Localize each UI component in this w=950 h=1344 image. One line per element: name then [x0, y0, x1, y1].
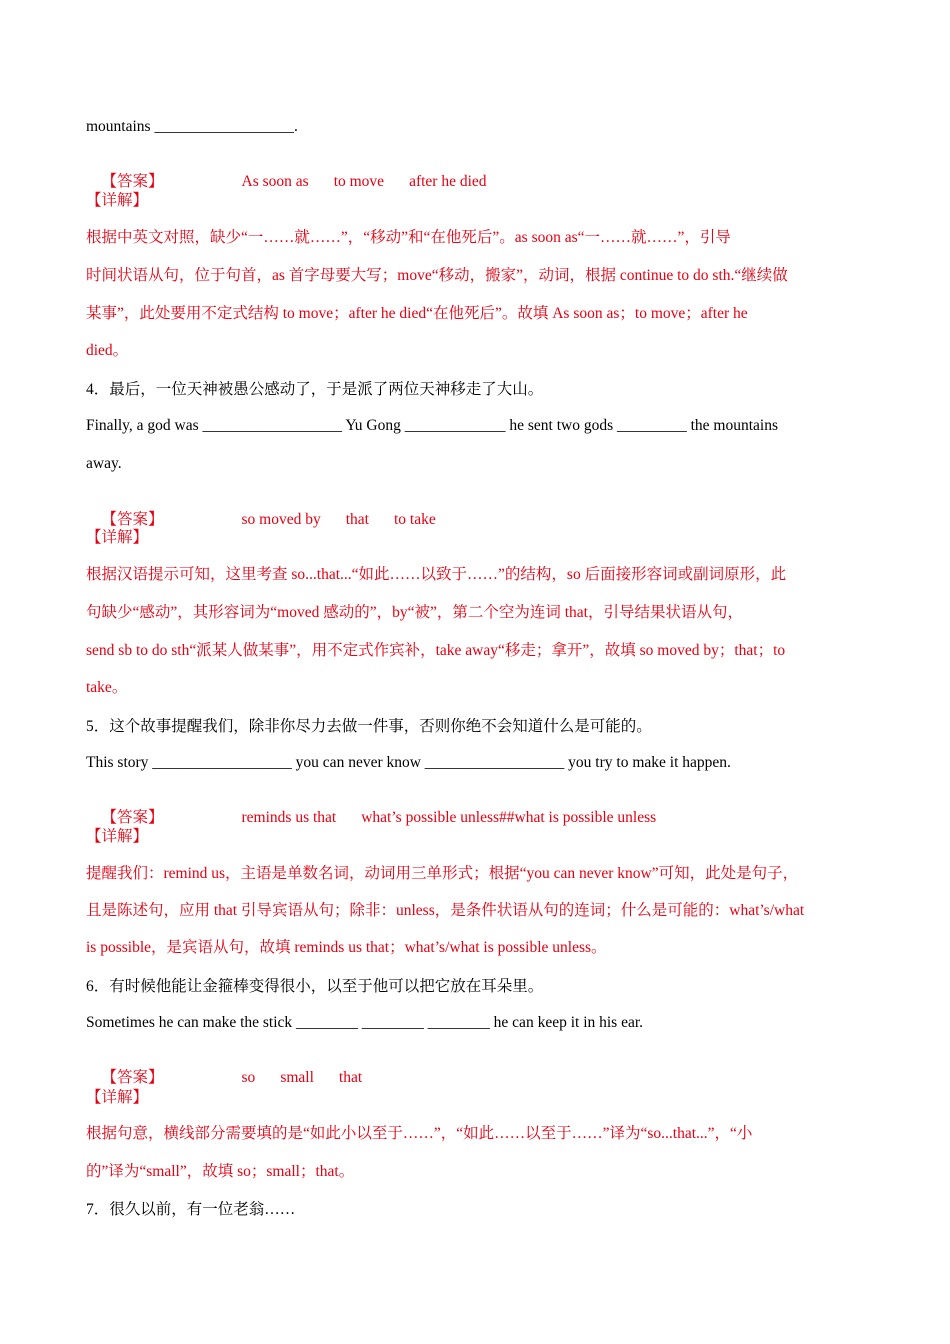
detail-label: 【详解】 [86, 828, 149, 845]
answer-4-blank-1: so moved by [241, 511, 321, 528]
question-6-chinese: 6．有时候他能让金箍棒变得很小，以至于他可以把它放在耳朵里。 [86, 978, 544, 995]
answer-3-blank-2: to move [333, 173, 385, 190]
detail-4-line-1: 根据汉语提示可知，这里考查 so...that...“如此……以致于……”的结构，so 后面接形容词或副词原形，此 [86, 566, 787, 583]
detail-6-line-1: 根据句意，横线部分需要填的是“如此小以至于……”，“如此……以至于……”译为“so...that...”，“小 [86, 1125, 753, 1142]
detail-4-line-2: 句缺少“感动”，其形容词为“moved 感动的”，by“被”，第二个空为连词 that，引导结果状语从句， [86, 604, 743, 621]
answer-5-blank-1: reminds us that [241, 809, 337, 826]
answer-6-blank-3: that [338, 1069, 363, 1086]
question-4-english-line-2: away. [86, 455, 122, 472]
detail-5-line-3: is possible，是宾语从句，故填 reminds us that；what’s/what is possible unless。 [86, 939, 607, 956]
detail-label: 【详解】 [86, 529, 149, 546]
answer-3-blank-1: As soon as [241, 173, 309, 190]
detail-3-line-4: died。 [86, 342, 129, 359]
question-4-chinese: 4．最后，一位天神被愚公感动了，于是派了两位天神移走了大山。 [86, 381, 544, 398]
detail-5-line-1: 提醒我们：remind us，主语是单数名词，动词用三单形式；根据“you can never know”可知，此处是句子， [86, 865, 799, 882]
detail-3-line-1: 根据中英文对照，缺少“一……就……”，“移动”和“在他死后”。as soon as“一……就……”，引导 [86, 229, 731, 246]
answer-6-blank-2: small [280, 1069, 314, 1086]
detail-3-line-2: 时间状语从句，位于句首，as 首字母要大写；move“移动，搬家”，动词，根据 continue to do sth.“继续做 [86, 267, 788, 284]
detail-4-line-4: take。 [86, 679, 128, 696]
question-6-english: Sometimes he can make the stick ________ ________ ________ he can keep it in his ear. [86, 1014, 644, 1031]
answer-3-blank-3: after he died [409, 173, 487, 190]
detail-6-line-2: 的”译为“small”，故填 so；small；that。 [86, 1163, 355, 1180]
answer-5-blank-2: what’s possible unless##what is possible unless [361, 809, 657, 826]
answer-label: 【答案】 [101, 1069, 164, 1086]
question-7-chinese: 7．很久以前，有一位老翁…… [86, 1201, 296, 1218]
answer-4-blank-2: that [345, 511, 369, 528]
question-5-english: This story __________________ you can never know __________________ you try to make it happen. [86, 754, 731, 771]
detail-label: 【详解】 [86, 192, 149, 209]
question-3-tail: mountains __________________. [86, 118, 298, 135]
answer-label: 【答案】 [101, 511, 164, 528]
question-5-chinese: 5．这个故事提醒我们，除非你尽力去做一件事，否则你绝不会知道什么是可能的。 [86, 718, 652, 735]
detail-3-line-3: 某事”，此处要用不定式结构 to move；after he died“在他死后”。故填 As soon as；to move；after he [86, 305, 748, 322]
detail-5-line-2: 且是陈述句，应用 that 引导宾语从句；除非：unless，是条件状语从句的连词；什么是可能的：what’s/what [86, 902, 805, 919]
answer-label: 【答案】 [101, 173, 164, 190]
question-4-english-line-1: Finally, a god was __________________ Yu Gong _____________ he sent two gods _________ the mountains [86, 417, 779, 434]
answer-5 [86, 788, 656, 848]
detail-4-line-3: send sb to do sth“派某人做某事”，用不定式作宾补，take away“移走；拿开”，故填 so moved by；that；to [86, 642, 786, 659]
detail-label: 【详解】 [86, 1089, 149, 1106]
answer-6-blank-1: so [241, 1069, 256, 1086]
answer-label: 【答案】 [101, 809, 164, 826]
answer-4-blank-3: to take [393, 511, 436, 528]
